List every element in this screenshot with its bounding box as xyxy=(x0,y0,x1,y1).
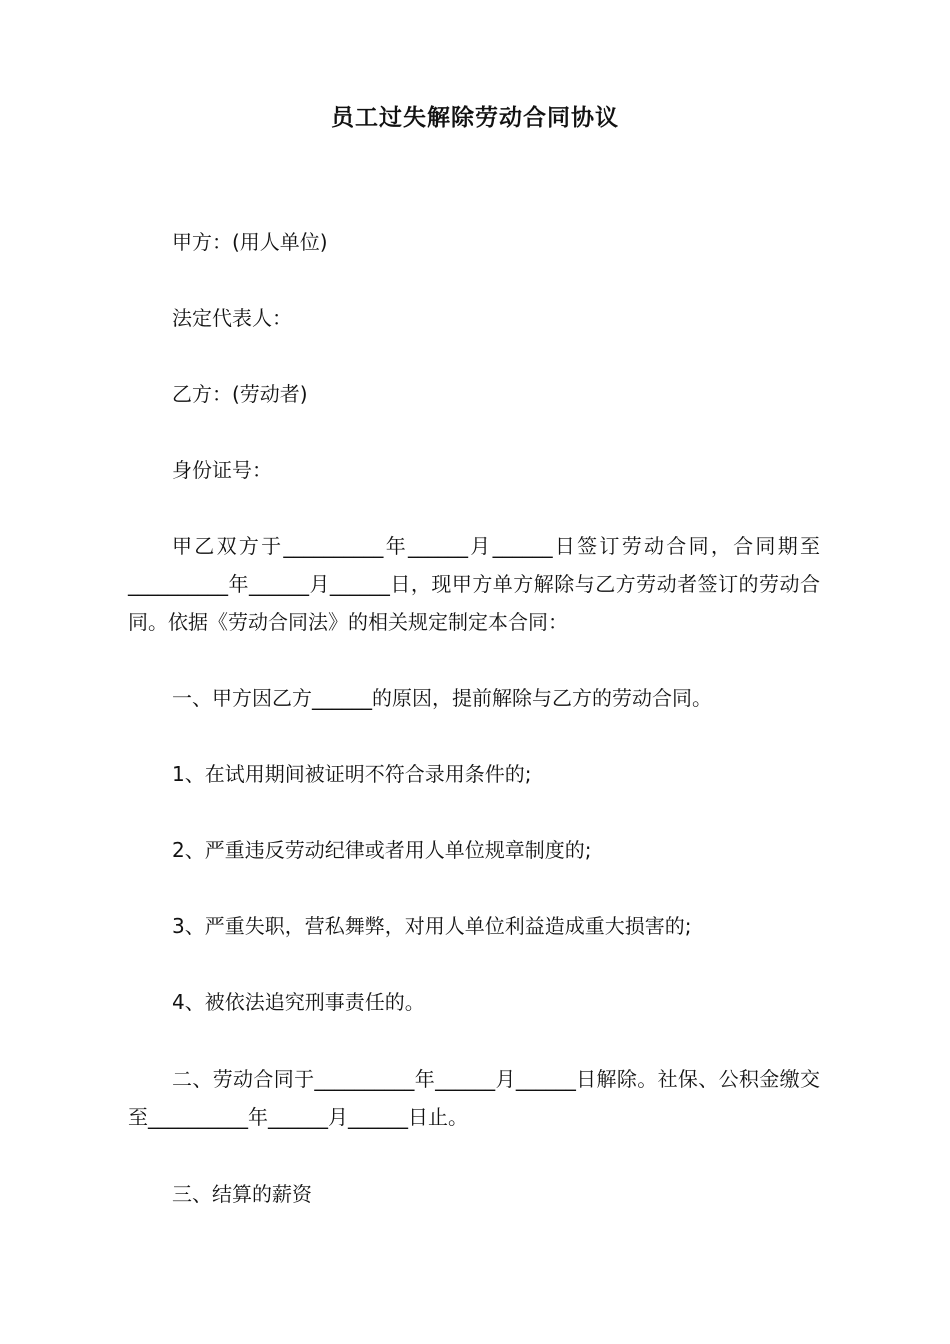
list-item-3: 3、严重失职，营私舞弊，对用人单位利益造成重大损害的; xyxy=(172,914,692,938)
section-three: 三、结算的薪资 xyxy=(172,1182,312,1206)
list-item-4: 4、被依法追究刑事责任的。 xyxy=(172,990,425,1014)
party-a-line: 甲方：(用人单位) xyxy=(172,230,328,254)
list-item-2: 2、严重违反劳动纪律或者用人单位规章制度的; xyxy=(172,838,592,862)
id-number-line: 身份证号： xyxy=(172,458,272,482)
party-b-line: 乙方：(劳动者) xyxy=(172,382,308,406)
legal-representative-line: 法定代表人： xyxy=(172,306,292,330)
section-one: 一、甲方因乙方______的原因，提前解除与乙方的劳动合同。 xyxy=(172,686,712,710)
section-two: 二、劳动合同于__________年______月______日解除。社保、公积金缴交至__________年______月______日止。 xyxy=(128,1067,820,1129)
document-title: 员工过失解除劳动合同协议 xyxy=(331,105,619,131)
list-item-1: 1、在试用期间被证明不符合录用条件的; xyxy=(172,762,532,786)
intro-paragraph: 甲乙双方于__________年______月______日签订劳动合同，合同期至__________年______月______日，现甲方单方解除与乙方劳动者签订的劳动合同。依据《劳动合同法》的相关规定制定本合同： xyxy=(128,534,820,634)
